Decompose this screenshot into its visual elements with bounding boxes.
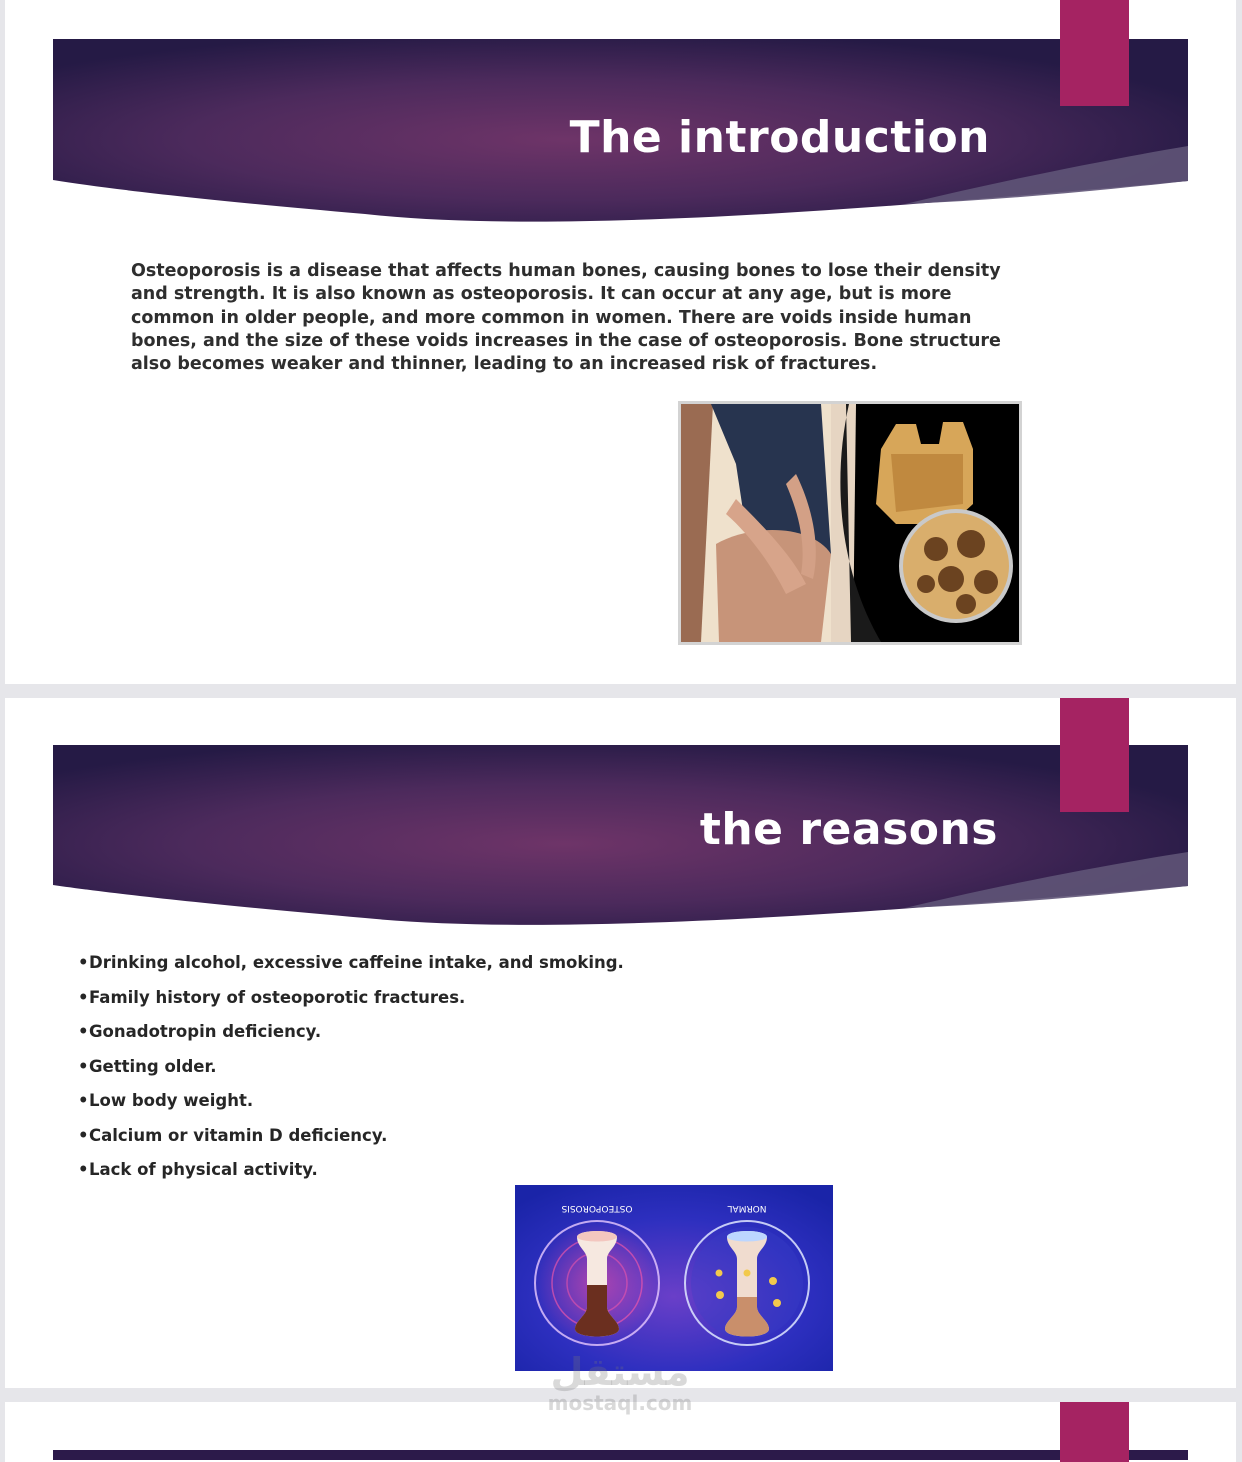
accent-tab — [1060, 698, 1129, 812]
title-banner — [5, 698, 1236, 958]
accent-tab — [1060, 1402, 1129, 1462]
list-item: •Family history of osteoporotic fractures. — [78, 987, 466, 1007]
slide-introduction — [5, 0, 1236, 684]
list-item: •Lack of physical activity. — [78, 1160, 318, 1179]
watermark-logo: مستقل — [550, 1350, 690, 1394]
slide-title: the reasons — [699, 804, 998, 855]
osteoporosis-vs-normal-image — [515, 1185, 833, 1371]
watermark-domain: mostaql.com — [547, 1391, 693, 1415]
list-item: •Drinking alcohol, excessive caffeine intake, and smoking. — [78, 953, 624, 972]
list-item: •Getting older. — [78, 1056, 217, 1076]
osteoporosis-label: OSTEOPOROSIS — [561, 1203, 633, 1213]
title-banner — [53, 1450, 1188, 1460]
knee-bone-photo — [678, 401, 1022, 645]
list-item: •Low body weight. — [78, 1091, 254, 1110]
list-item: •Calcium or vitamin D deficiency. — [78, 1125, 388, 1145]
normal-label: NORMAL — [727, 1203, 767, 1213]
list-item: •Gonadotropin deficiency. — [78, 1022, 322, 1041]
reasons-list — [78, 946, 624, 1188]
intro-paragraph: Osteoporosis is a disease that affects human bones, causing bones to lose their density and strength. It is also known as osteoporosis. It can occur at any age, but is more common in older people, and more common in women. There are voids inside human bones, and the size of these voids increases in the case of osteoporosis. Bone structure also becomes weaker and thinner, leading to an increased risk of fractures. — [131, 261, 1001, 375]
accent-tab — [1060, 0, 1129, 106]
slide-title: The introduction — [569, 112, 990, 163]
watermark — [520, 1352, 720, 1414]
